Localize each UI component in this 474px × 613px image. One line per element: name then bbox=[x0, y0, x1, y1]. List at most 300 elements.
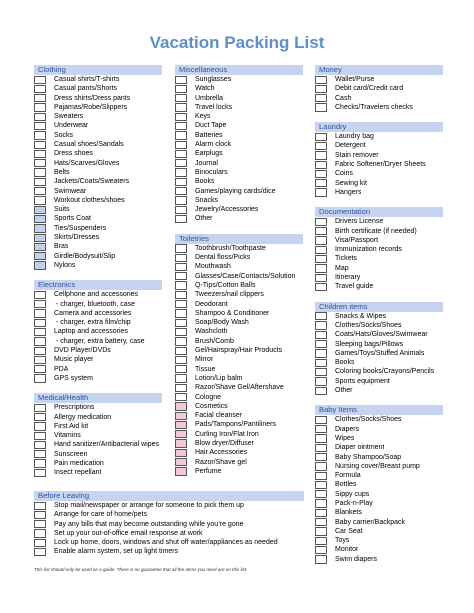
item-label: Clothes/Socks/Shoes bbox=[335, 416, 402, 424]
checkbox[interactable] bbox=[34, 374, 46, 382]
section-gap bbox=[34, 270, 162, 280]
list-item bbox=[315, 103, 443, 112]
list-item bbox=[315, 367, 443, 376]
list-item bbox=[34, 261, 162, 270]
item-label: Fabric Softener/Dryer Sheets bbox=[335, 161, 426, 169]
checkbox[interactable] bbox=[34, 159, 46, 167]
checkbox[interactable] bbox=[34, 300, 46, 308]
checkbox[interactable] bbox=[315, 340, 327, 348]
checkbox[interactable] bbox=[34, 291, 46, 299]
item-label: Snacks bbox=[195, 196, 218, 204]
checkbox[interactable] bbox=[315, 133, 327, 141]
item-label: Arrange for care of home/pets bbox=[54, 511, 147, 519]
list-item bbox=[315, 480, 443, 489]
list-item bbox=[175, 318, 303, 327]
list-item bbox=[315, 471, 443, 480]
checkbox[interactable] bbox=[34, 141, 46, 149]
list-item bbox=[315, 141, 443, 150]
item-label: Hats/Scarves/Gloves bbox=[54, 159, 120, 167]
checkbox[interactable] bbox=[175, 215, 187, 223]
checkbox[interactable] bbox=[175, 402, 187, 410]
list-item bbox=[175, 430, 303, 439]
item-label: Toys bbox=[335, 537, 350, 545]
checkbox[interactable] bbox=[315, 218, 327, 226]
checkbox[interactable] bbox=[34, 243, 46, 251]
checkbox[interactable] bbox=[34, 76, 46, 84]
list-item bbox=[315, 254, 443, 263]
checkbox[interactable] bbox=[34, 168, 46, 176]
section-header-before-leaving: Before Leaving bbox=[34, 491, 304, 501]
checkbox[interactable] bbox=[315, 425, 327, 433]
item-label: Travel locks bbox=[195, 103, 233, 111]
checkbox[interactable] bbox=[315, 368, 327, 376]
list-item bbox=[34, 103, 162, 112]
checkbox[interactable] bbox=[315, 312, 327, 320]
checkbox[interactable] bbox=[175, 131, 187, 139]
list-item bbox=[175, 84, 303, 93]
checkbox[interactable] bbox=[34, 215, 46, 223]
checkbox[interactable] bbox=[175, 244, 187, 252]
list-item bbox=[315, 227, 443, 236]
checkbox[interactable] bbox=[175, 150, 187, 158]
checkbox[interactable] bbox=[34, 206, 46, 214]
item-label: Sleeping bags/Pillows bbox=[335, 340, 404, 348]
list-item bbox=[34, 94, 162, 103]
item-label: Jackets/Coats/Sweaters bbox=[54, 178, 130, 186]
checkbox[interactable] bbox=[175, 328, 187, 336]
list-item bbox=[34, 121, 162, 130]
checkbox[interactable] bbox=[175, 85, 187, 93]
list-item bbox=[34, 242, 162, 251]
list-item bbox=[175, 448, 303, 457]
item-label: Deodorant bbox=[195, 300, 228, 308]
list-item bbox=[315, 425, 443, 434]
list-item bbox=[315, 508, 443, 517]
list-item bbox=[34, 327, 162, 336]
list-item bbox=[315, 340, 443, 349]
checkbox[interactable] bbox=[315, 481, 327, 489]
item-label: Soap/Body Wash bbox=[195, 319, 249, 327]
list-item bbox=[315, 490, 443, 499]
checkbox[interactable] bbox=[34, 85, 46, 93]
list-item bbox=[175, 94, 303, 103]
list-item bbox=[315, 151, 443, 160]
list-item bbox=[175, 187, 303, 196]
item-label: Nursing cover/Breast pump bbox=[335, 462, 420, 470]
checkbox[interactable] bbox=[315, 103, 327, 111]
list-item bbox=[315, 453, 443, 462]
item-label: Mirror bbox=[195, 356, 214, 364]
item-label: Mouthwash bbox=[195, 263, 231, 271]
checkbox[interactable] bbox=[34, 150, 46, 158]
checkbox[interactable] bbox=[34, 309, 46, 317]
list-item bbox=[175, 196, 303, 205]
item-label: Sunscreen bbox=[54, 450, 88, 458]
checkbox[interactable] bbox=[315, 555, 327, 563]
list-item bbox=[315, 179, 443, 188]
list-item bbox=[315, 312, 443, 321]
checkbox[interactable] bbox=[315, 349, 327, 357]
item-label: Razor/Shave gel bbox=[195, 458, 247, 466]
list-item bbox=[175, 290, 303, 299]
checkbox[interactable] bbox=[315, 227, 327, 235]
checkbox[interactable] bbox=[34, 450, 46, 458]
checkbox[interactable] bbox=[175, 272, 187, 280]
item-label: Duct Tape bbox=[195, 122, 227, 130]
item-label: Pain medication bbox=[54, 459, 104, 467]
list-item bbox=[175, 214, 303, 223]
list-item bbox=[175, 75, 303, 84]
list-item bbox=[175, 467, 303, 476]
item-label: Drivers License bbox=[335, 218, 384, 226]
item-label: Casual shoes/Sandals bbox=[54, 141, 124, 149]
checkbox[interactable] bbox=[34, 432, 46, 440]
checkbox[interactable] bbox=[34, 459, 46, 467]
checkbox[interactable] bbox=[315, 434, 327, 442]
checkbox[interactable] bbox=[315, 546, 327, 554]
checkbox[interactable] bbox=[34, 113, 46, 121]
checkbox[interactable] bbox=[315, 142, 327, 150]
list-item bbox=[34, 440, 162, 449]
checkbox[interactable] bbox=[315, 499, 327, 507]
item-label: Socks bbox=[54, 131, 74, 139]
list-item bbox=[34, 75, 162, 84]
list-item bbox=[315, 217, 443, 226]
item-label: Bottles bbox=[335, 481, 357, 489]
list-item bbox=[34, 290, 162, 299]
list-item bbox=[34, 355, 162, 364]
item-label: Blankets bbox=[335, 509, 362, 517]
checkbox[interactable] bbox=[315, 462, 327, 470]
checkbox[interactable] bbox=[34, 224, 46, 232]
list-item bbox=[315, 545, 443, 554]
list-item bbox=[315, 75, 443, 84]
checkbox[interactable] bbox=[175, 263, 187, 271]
checkbox[interactable] bbox=[175, 103, 187, 111]
checkbox[interactable] bbox=[34, 196, 46, 204]
list-item bbox=[34, 300, 162, 309]
item-label: Cellphone and accessories bbox=[54, 291, 139, 299]
item-label: Car Seat bbox=[335, 527, 363, 535]
checkbox[interactable] bbox=[315, 161, 327, 169]
item-label: Camera and accessories bbox=[54, 309, 132, 317]
checkbox[interactable] bbox=[34, 131, 46, 139]
item-label: Underwear bbox=[54, 122, 89, 130]
checkbox[interactable] bbox=[34, 103, 46, 111]
list-item bbox=[315, 499, 443, 508]
list-item bbox=[34, 140, 162, 149]
checkbox[interactable] bbox=[34, 347, 46, 355]
checkbox[interactable] bbox=[315, 179, 327, 187]
checkbox[interactable] bbox=[175, 94, 187, 102]
checkbox[interactable] bbox=[175, 309, 187, 317]
item-label: Sweaters bbox=[54, 113, 84, 121]
list-item bbox=[315, 386, 443, 395]
checkbox[interactable] bbox=[315, 490, 327, 498]
list-item bbox=[175, 159, 303, 168]
item-label: Bras bbox=[54, 243, 69, 251]
item-label: Games/playing cards/dice bbox=[195, 187, 276, 195]
checkbox[interactable] bbox=[175, 206, 187, 214]
item-label: Birth certificate (if needed) bbox=[335, 227, 417, 235]
list-item bbox=[175, 131, 303, 140]
checkbox[interactable] bbox=[34, 94, 46, 102]
list-item bbox=[34, 459, 162, 468]
checkbox[interactable] bbox=[315, 274, 327, 282]
section-header-toiletries: Toiletries bbox=[175, 234, 303, 244]
item-label: Pack-n-Play bbox=[335, 499, 373, 507]
checkbox[interactable] bbox=[315, 518, 327, 526]
checkbox[interactable] bbox=[175, 356, 187, 364]
checkbox[interactable] bbox=[34, 548, 46, 556]
list-item bbox=[34, 233, 162, 242]
item-label: Swimwear bbox=[54, 187, 87, 195]
list-item bbox=[175, 253, 303, 262]
list-item bbox=[175, 272, 303, 281]
list-item bbox=[34, 374, 162, 383]
checkbox[interactable] bbox=[34, 404, 46, 412]
item-label: Monitor bbox=[335, 546, 359, 554]
list-item bbox=[175, 281, 303, 290]
checkbox[interactable] bbox=[315, 283, 327, 291]
list-item bbox=[34, 159, 162, 168]
section-header-miscellaneous: Miscellaneous bbox=[175, 65, 303, 75]
checkbox[interactable] bbox=[34, 178, 46, 186]
item-label: Games/Toys/Stuffed Animals bbox=[335, 349, 425, 357]
checkbox[interactable] bbox=[175, 300, 187, 308]
before-leaving-section bbox=[34, 491, 304, 557]
checkbox[interactable] bbox=[34, 234, 46, 242]
item-label: Brush/Comb bbox=[195, 337, 234, 345]
checkbox[interactable] bbox=[315, 377, 327, 385]
list-item bbox=[34, 422, 162, 431]
item-label: Laptop and accessories bbox=[54, 328, 128, 336]
item-label: Batteries bbox=[195, 131, 223, 139]
checkbox[interactable] bbox=[34, 356, 46, 364]
section-gap bbox=[315, 395, 443, 405]
checkbox[interactable] bbox=[34, 502, 46, 510]
checkbox[interactable] bbox=[315, 246, 327, 254]
item-label: Pay any bills that may become outstanding while you’re gone bbox=[54, 520, 244, 528]
checkbox[interactable] bbox=[175, 412, 187, 420]
list-item bbox=[34, 538, 304, 547]
checkbox[interactable] bbox=[175, 291, 187, 299]
list-item bbox=[315, 264, 443, 273]
list-item bbox=[315, 273, 443, 282]
checkbox[interactable] bbox=[175, 196, 187, 204]
checkbox[interactable] bbox=[175, 337, 187, 345]
item-label: Tweezers/nail clippers bbox=[195, 291, 264, 299]
item-label: Books bbox=[335, 359, 355, 367]
checkbox[interactable] bbox=[175, 430, 187, 438]
checkbox[interactable] bbox=[315, 331, 327, 339]
checkbox[interactable] bbox=[34, 422, 46, 430]
checkbox[interactable] bbox=[175, 113, 187, 121]
list-item bbox=[175, 149, 303, 158]
checkbox[interactable] bbox=[34, 529, 46, 537]
list-item bbox=[175, 393, 303, 402]
checkbox[interactable] bbox=[315, 264, 327, 272]
item-label: Sewing kit bbox=[335, 179, 367, 187]
checkbox[interactable] bbox=[34, 511, 46, 519]
item-label: Washcloth bbox=[195, 328, 228, 336]
list-item bbox=[34, 431, 162, 440]
item-label: Earplugs bbox=[195, 150, 223, 158]
checkbox[interactable] bbox=[175, 168, 187, 176]
checkbox[interactable] bbox=[175, 467, 187, 475]
item-label: Sports Coat bbox=[54, 215, 91, 223]
list-item bbox=[315, 321, 443, 330]
section-header-documentation: Documentation bbox=[315, 207, 443, 217]
checkbox[interactable] bbox=[315, 255, 327, 263]
list-item bbox=[34, 168, 162, 177]
list-item bbox=[175, 383, 303, 392]
checkbox[interactable] bbox=[175, 393, 187, 401]
checkbox[interactable] bbox=[315, 151, 327, 159]
list-item bbox=[315, 377, 443, 386]
list-item bbox=[34, 318, 162, 327]
checkbox[interactable] bbox=[175, 365, 187, 373]
list-item bbox=[175, 300, 303, 309]
item-label: - charger, bluetooth, case bbox=[56, 300, 135, 308]
list-item bbox=[315, 415, 443, 424]
checkbox[interactable] bbox=[315, 85, 327, 93]
item-label: Music player bbox=[54, 356, 94, 364]
checkbox[interactable] bbox=[315, 453, 327, 461]
checkbox[interactable] bbox=[34, 319, 46, 327]
checkbox[interactable] bbox=[34, 469, 46, 477]
checkbox[interactable] bbox=[175, 458, 187, 466]
page-title: Vacation Packing List bbox=[149, 33, 325, 52]
section-gap bbox=[34, 383, 162, 393]
checkbox[interactable] bbox=[175, 254, 187, 262]
list-item bbox=[315, 462, 443, 471]
item-label: Cosmetics bbox=[195, 402, 228, 410]
checkbox[interactable] bbox=[175, 141, 187, 149]
section-gap bbox=[315, 112, 443, 122]
checkbox[interactable] bbox=[315, 472, 327, 480]
list-item bbox=[175, 103, 303, 112]
list-item bbox=[34, 510, 304, 519]
item-label: Skirts/Dresses bbox=[54, 234, 100, 242]
item-label: Books bbox=[195, 178, 215, 186]
item-label: Nylons bbox=[54, 261, 76, 269]
checkbox[interactable] bbox=[315, 76, 327, 84]
item-label: Coats/Hats/Gloves/Swimwear bbox=[335, 331, 428, 339]
checkbox[interactable] bbox=[34, 252, 46, 260]
checkbox[interactable] bbox=[175, 374, 187, 382]
item-label: Clothes/Socks/Shoes bbox=[335, 321, 402, 329]
checkbox[interactable] bbox=[315, 537, 327, 545]
section-header-money: Money bbox=[315, 65, 443, 75]
item-label: Travel guide bbox=[335, 283, 374, 291]
list-item bbox=[175, 262, 303, 271]
checkbox[interactable] bbox=[175, 319, 187, 327]
checkbox[interactable] bbox=[315, 236, 327, 244]
checkbox[interactable] bbox=[315, 527, 327, 535]
list-item bbox=[175, 365, 303, 374]
list-item bbox=[315, 282, 443, 291]
section-gap bbox=[175, 224, 303, 234]
checkbox[interactable] bbox=[34, 441, 46, 449]
checkbox[interactable] bbox=[175, 347, 187, 355]
list-item bbox=[175, 112, 303, 121]
section-gap bbox=[315, 292, 443, 302]
list-item bbox=[315, 555, 443, 564]
checkbox[interactable] bbox=[315, 509, 327, 517]
checkbox[interactable] bbox=[34, 413, 46, 421]
checkbox[interactable] bbox=[315, 416, 327, 424]
checkbox[interactable] bbox=[175, 281, 187, 289]
checkbox[interactable] bbox=[175, 122, 187, 130]
checkbox[interactable] bbox=[34, 261, 46, 269]
list-item bbox=[315, 358, 443, 367]
list-item bbox=[34, 131, 162, 140]
item-label: Other bbox=[195, 215, 213, 223]
checkbox[interactable] bbox=[315, 188, 327, 196]
section-header-laundry: Laundry bbox=[315, 122, 443, 132]
checkbox[interactable] bbox=[315, 444, 327, 452]
column-right bbox=[315, 65, 443, 564]
checkbox[interactable] bbox=[34, 122, 46, 130]
list-item bbox=[175, 168, 303, 177]
list-item bbox=[175, 309, 303, 318]
item-label: Detergent bbox=[335, 142, 366, 150]
checkbox[interactable] bbox=[34, 539, 46, 547]
checkbox[interactable] bbox=[175, 439, 187, 447]
checkbox[interactable] bbox=[315, 359, 327, 367]
list-item bbox=[175, 140, 303, 149]
item-label: Enable alarm system, set up light timers bbox=[54, 548, 179, 556]
item-label: Pajamas/Robe/Slippers bbox=[54, 103, 128, 111]
checkbox[interactable] bbox=[34, 187, 46, 195]
checkbox[interactable] bbox=[175, 384, 187, 392]
list-item bbox=[34, 520, 304, 529]
checkbox[interactable] bbox=[315, 321, 327, 329]
list-item bbox=[315, 245, 443, 254]
list-item bbox=[315, 527, 443, 536]
list-item bbox=[315, 443, 443, 452]
checkbox[interactable] bbox=[34, 328, 46, 336]
list-item bbox=[315, 160, 443, 169]
checkbox[interactable] bbox=[175, 159, 187, 167]
list-item bbox=[315, 434, 443, 443]
checkbox[interactable] bbox=[34, 520, 46, 528]
checkbox[interactable] bbox=[175, 187, 187, 195]
item-label: Glasses/Case/Contacts/Solution bbox=[195, 272, 296, 280]
checkbox[interactable] bbox=[175, 178, 187, 186]
checkbox[interactable] bbox=[315, 94, 327, 102]
checkbox[interactable] bbox=[175, 421, 187, 429]
checkbox[interactable] bbox=[315, 170, 327, 178]
item-label: Shampoo & Conditioner bbox=[195, 309, 270, 317]
item-label: Visa/Passport bbox=[335, 236, 379, 244]
checkbox[interactable] bbox=[34, 365, 46, 373]
checkbox[interactable] bbox=[315, 387, 327, 395]
item-label: Insect repellant bbox=[54, 469, 102, 477]
checkbox[interactable] bbox=[175, 76, 187, 84]
item-label: Hair Accessories bbox=[195, 449, 248, 457]
item-label: Curling Iron/Flat Iron bbox=[195, 430, 259, 438]
item-label: Tissue bbox=[195, 365, 216, 373]
item-label: Set up your out-of-office email response at work bbox=[54, 529, 203, 537]
checkbox[interactable] bbox=[175, 449, 187, 457]
item-label: Pads/Tampons/Pantiliners bbox=[195, 421, 276, 429]
list-item bbox=[34, 205, 162, 214]
checkbox[interactable] bbox=[34, 337, 46, 345]
item-label: Binoculars bbox=[195, 168, 228, 176]
item-label: Casual pants/Shorts bbox=[54, 85, 118, 93]
